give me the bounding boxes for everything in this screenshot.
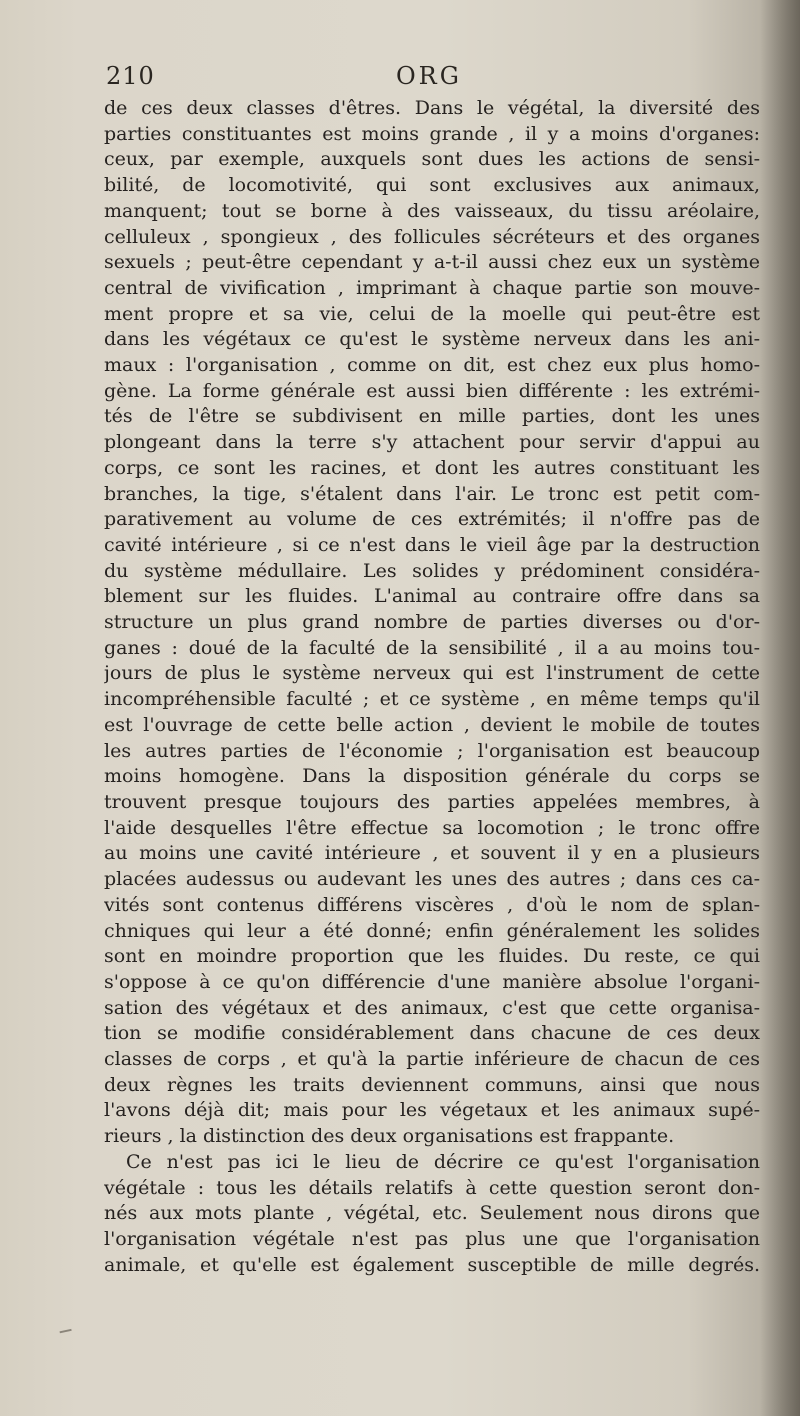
text-line: maux : l'organisation , comme on dit, est chez eux plus homo- — [104, 354, 760, 377]
text-line: central de vivification , imprimant à chaque partie son mouve- — [104, 276, 760, 299]
text-line: tion se modifie considérablement dans chacune de ces deux — [104, 1022, 760, 1045]
running-head: ORG — [396, 62, 462, 90]
text-line: l'avons déjà dit; mais pour les végetaux et les animaux supé- — [104, 1099, 760, 1122]
text-line: rieurs , la distinction des deux organisations est frappante. — [104, 1125, 675, 1148]
text-line: classes de corps , et qu'à la partie inférieure de chacun de ces — [104, 1048, 760, 1071]
text-line: gène. La forme générale est aussi bien différente : les extrémi- — [104, 379, 760, 402]
text-line: Ce n'est pas ici le lieu de décrire ce qu'est l'organisation — [126, 1150, 760, 1173]
text-line: l'aide desquelles l'être effectue sa locomotion ; le tronc offre — [104, 816, 760, 839]
text-line: cavité intérieure , si ce n'est dans le vieil âge par la destruction — [104, 533, 760, 556]
text-line: corps, ce sont les racines, et dont les autres constituant les — [104, 456, 760, 479]
text-line: de ces deux classes d'êtres. Dans le végétal, la diversité des — [104, 97, 760, 119]
text-line: deux règnes les traits deviennent communs, ainsi que nous — [104, 1073, 760, 1096]
text-line: parativement au volume de ces extrémités; il n'offre pas de — [104, 508, 760, 531]
text-line: jours de plus le système nerveux qui est l'instrument de cette — [104, 662, 760, 685]
text-line: nés aux mots plante , végétal, etc. Seulement nous dirons que — [104, 1202, 760, 1225]
text-line: est l'ouvrage de cette belle action , devient le mobile de toutes — [104, 713, 760, 736]
text-line: celluleux , spongieux , des follicules sécréteurs et des organes — [104, 225, 760, 248]
text-line: incompréhensible faculté ; et ce système , en même temps qu'il — [104, 688, 760, 711]
text-line: chniques qui leur a été donné; enfin généralement les solides — [104, 919, 760, 942]
text-line: l'organisation végétale n'est pas plus une que l'organisation — [104, 1227, 760, 1250]
text-line: végétale : tous les détails relatifs à cette question seront don- — [104, 1176, 760, 1199]
text-line: structure un plus grand nombre de parties diverses ou d'or- — [104, 611, 760, 634]
text-line: moins homogène. Dans la disposition générale du corps se — [104, 765, 760, 788]
text-line: sation des végétaux et des animaux, c'est que cette organisa- — [104, 996, 760, 1019]
text-line: ganes : doué de la faculté de la sensibilité , il a au moins tou- — [104, 636, 760, 659]
text-line: du système médullaire. Les solides y prédominent considéra- — [104, 559, 760, 582]
text-line: branches, la tige, s'étalent dans l'air. Le tronc est petit com- — [104, 482, 760, 505]
text-line: tés de l'être se subdivisent en mille parties, dont les unes — [104, 405, 760, 428]
text-line: parties constituantes est moins grande , il y a moins d'organes: — [104, 122, 760, 145]
page-header — [106, 62, 760, 94]
text-line: s'oppose à ce qu'on différencie d'une manière absolue l'organi- — [104, 970, 760, 993]
text-line: manquent; tout se borne à des vaisseaux, du tissu aréolaire, — [104, 199, 760, 222]
text-line: blement sur les fluides. L'animal au contraire offre dans sa — [104, 585, 760, 608]
text-line: au moins une cavité intérieure , et souvent il y en a plusieurs — [104, 842, 760, 865]
page-number: 210 — [106, 62, 155, 90]
body-text — [104, 96, 760, 1278]
text-line: ceux, par exemple, auxquels sont dues les actions de sensi- — [104, 148, 760, 171]
text-line: vités sont contenus différens viscères , d'où le nom de splan- — [104, 893, 760, 916]
text-line: trouvent presque toujours des parties appelées membres, à — [104, 790, 760, 813]
text-line: ment propre et sa vie, celui de la moelle qui peut-être est — [104, 302, 760, 325]
text-line: bilité, de locomotivité, qui sont exclusives aux animaux, — [104, 174, 760, 197]
text-line: dans les végétaux ce qu'est le système nerveux dans les ani- — [104, 328, 760, 351]
text-line: sont en moindre proportion que les fluides. Du reste, ce qui — [104, 945, 760, 968]
text-line: plongeant dans la terre s'y attachent pour servir d'appui au — [104, 431, 760, 454]
text-line: animale, et qu'elle est également susceptible de mille degrés. — [104, 1253, 760, 1276]
text-line: placées audessus ou audevant les unes des autres ; dans ces ca- — [104, 868, 760, 891]
ink-mark — [60, 1329, 73, 1337]
text-line: les autres parties de l'économie ; l'organisation est beaucoup — [104, 739, 760, 762]
text-line: sexuels ; peut-être cependant y a-t-il aussi chez eux un système — [104, 251, 760, 274]
